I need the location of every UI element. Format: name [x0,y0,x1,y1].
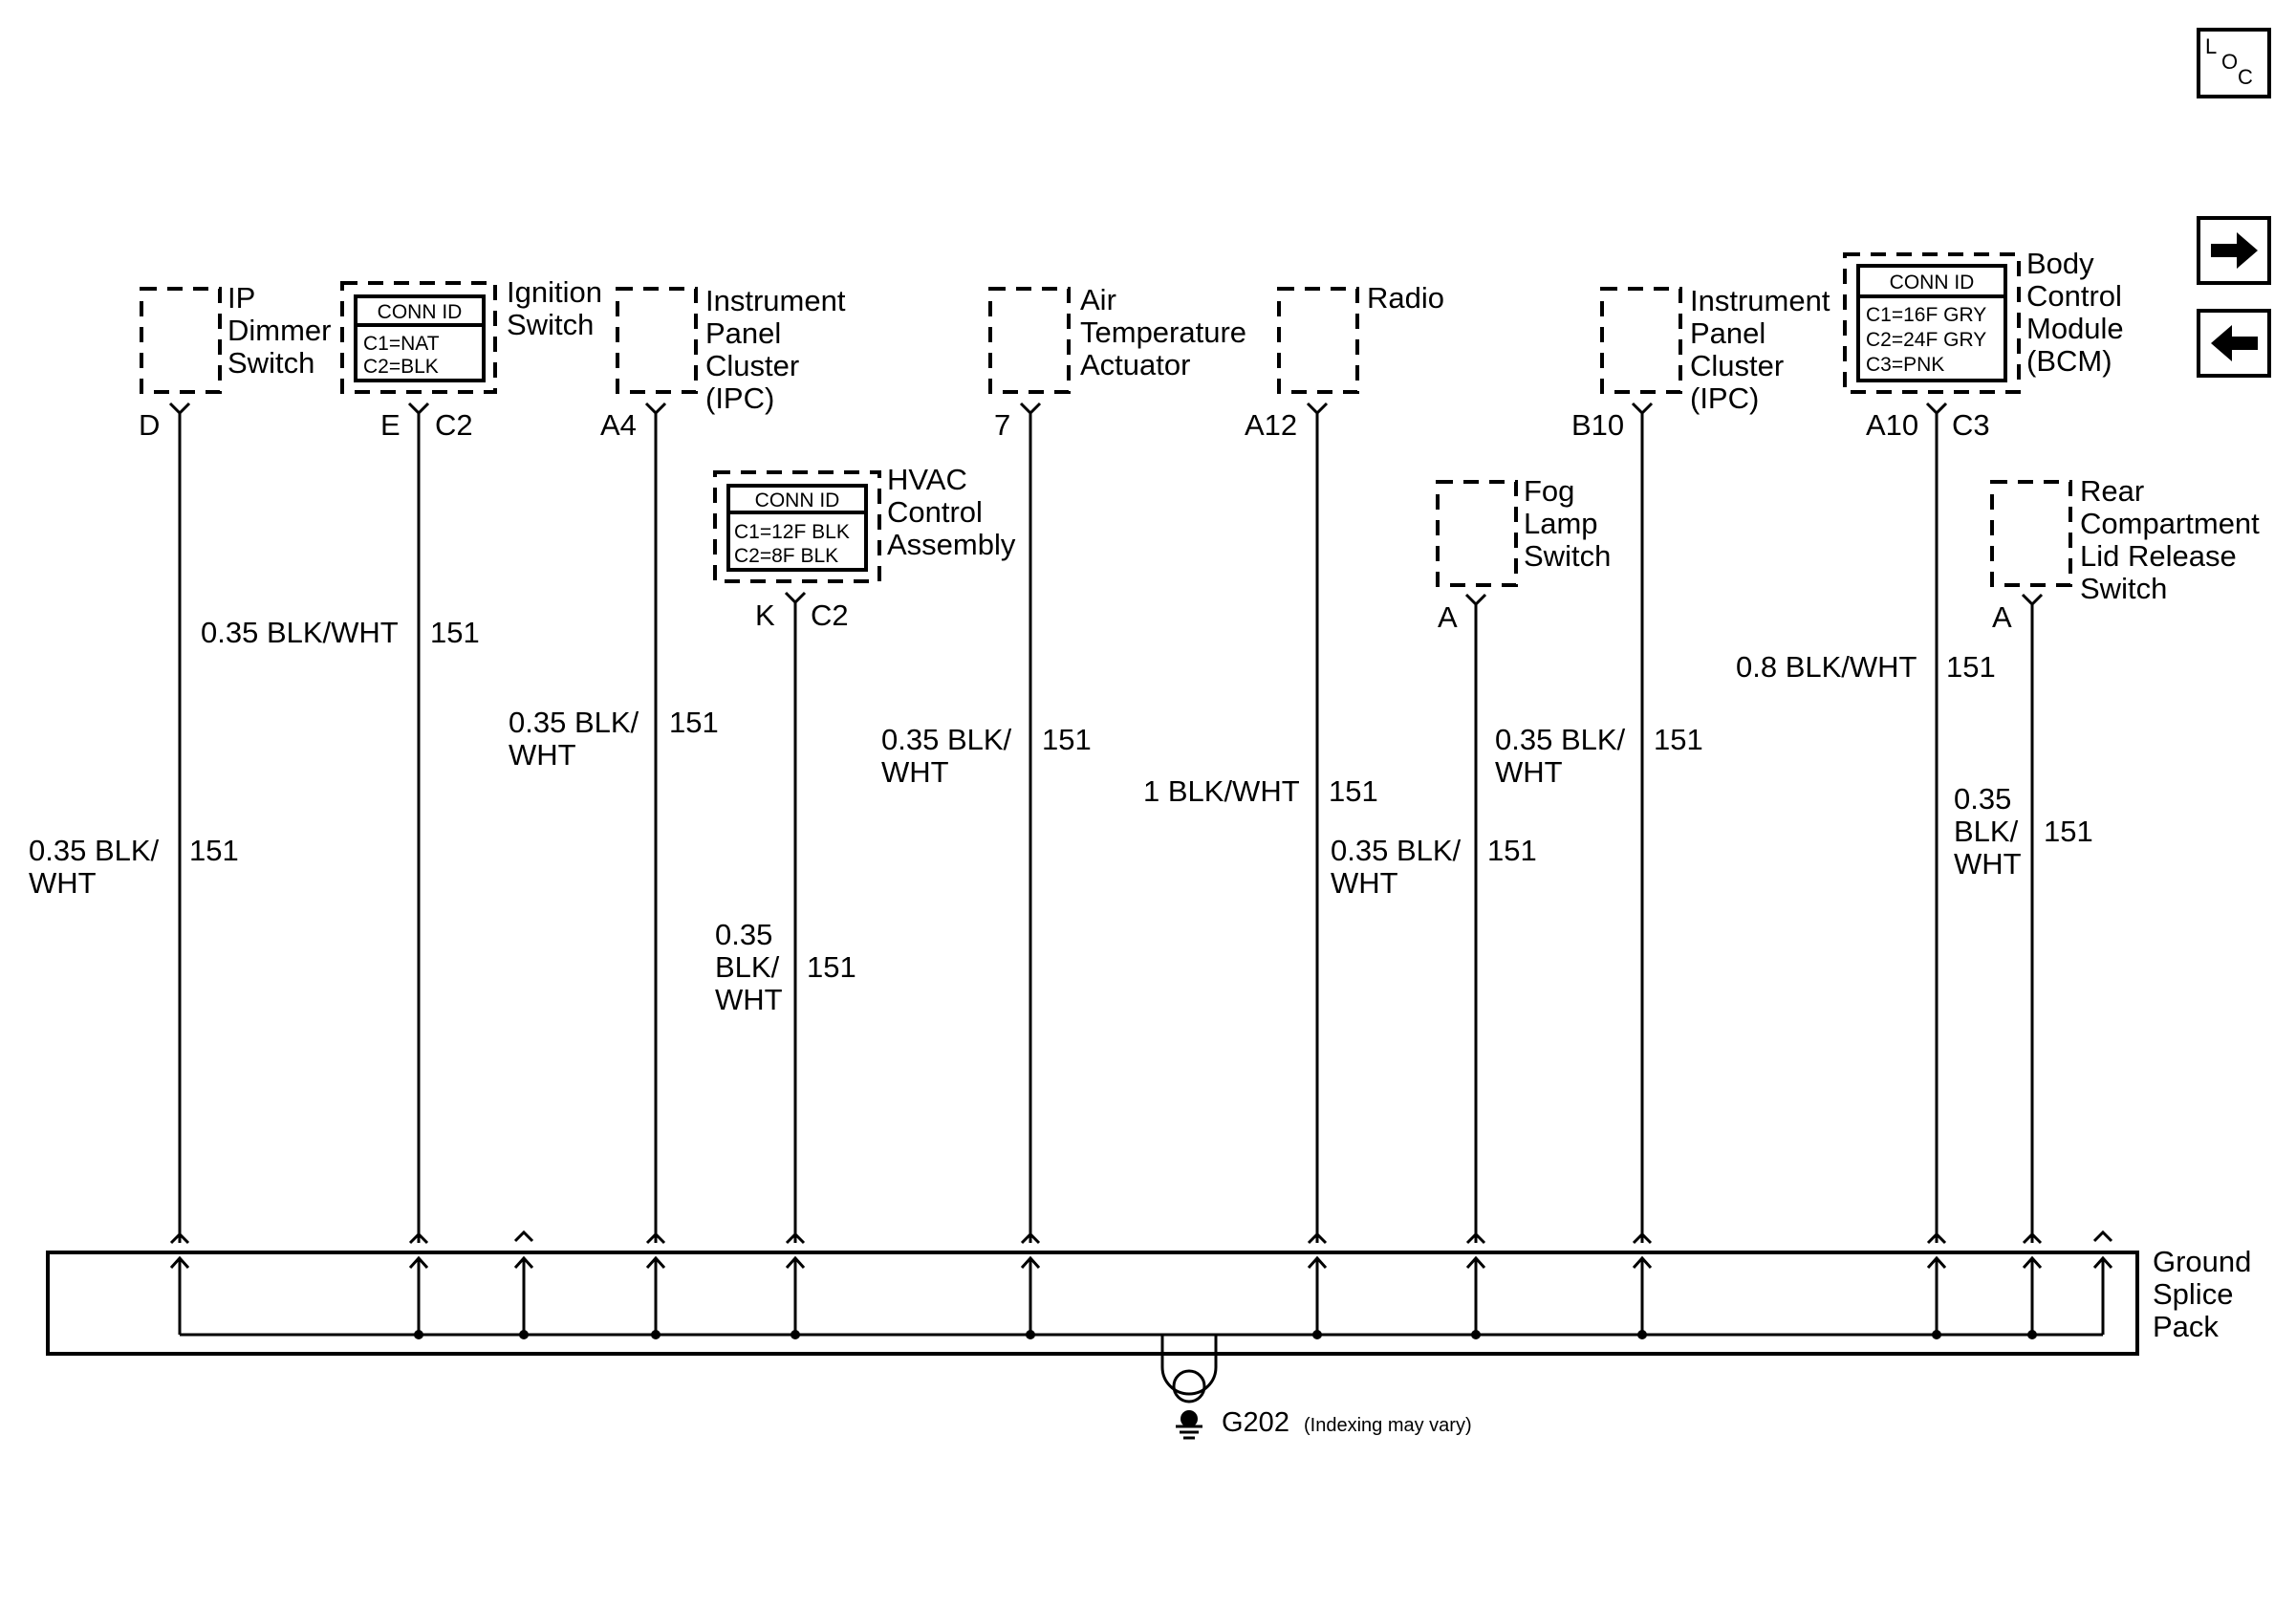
fog-lamp-label-2: Lamp [1524,507,1598,540]
rear-compartment-lid-release-switch [1954,474,2260,1243]
hvac-conn-2: C2=8F BLK [734,545,839,567]
ipc-left-wire-2: WHT [509,738,576,772]
hvac-pin: K [755,598,775,632]
splice-terminal [171,1234,188,1335]
splice-terminals [171,1232,2112,1339]
splice-terminal [647,1234,664,1335]
ignition-circuit: 151 [430,616,480,649]
radio-label: Radio [1367,281,1444,315]
ground-icon [1176,1410,1202,1438]
fog-lamp-circuit: 151 [1487,834,1537,867]
air-temperature-actuator [881,283,1246,1243]
ipc-left-pin: A4 [600,408,637,442]
hvac-control-assembly [715,463,1016,1243]
loc-o: O [2221,50,2239,74]
loc-button[interactable] [2199,30,2269,97]
ignition-label-1: Ignition [507,275,602,309]
fog-lamp-pin: A [1438,600,1458,634]
bcm-conn-3: C3=PNK [1866,354,1945,376]
ipc-right [1495,284,1830,1243]
bcm-pin: A10 [1866,408,1919,442]
splice-terminal [1634,1234,1651,1335]
splice-terminal [1928,1234,1945,1335]
ground-id: G202 [1222,1407,1289,1438]
fog-lamp-label-3: Switch [1524,539,1612,573]
ipc-right-label-4: (IPC) [1690,381,1760,415]
ipc-left-label-1: Instrument [705,284,846,317]
ip-dimmer-label-3: Switch [227,346,315,380]
ip-dimmer-label-2: Dimmer [227,314,332,347]
hvac-connector: C2 [811,598,849,632]
hvac-conn-1: C1=12F BLK [734,521,850,543]
hvac-wire-2: BLK/ [715,950,780,984]
loc-l: L [2205,34,2218,58]
ipc-left-label-4: (IPC) [705,381,775,415]
back-button[interactable] [2199,311,2269,376]
ipc-left-circuit: 151 [669,706,719,739]
air-temp-wire-1: 0.35 BLK/ [881,723,1012,756]
loc-c: C [2238,65,2253,89]
fog-lamp-wire-2: WHT [1331,866,1398,900]
rear-comp-wire-1: 0.35 [1954,782,2012,816]
ip-dimmer-wire-2: WHT [29,866,97,900]
radio-circuit: 151 [1329,774,1378,808]
fog-lamp-label-1: Fog [1524,474,1575,508]
rear-comp-wire-2: BLK/ [1954,815,2019,848]
hvac-circuit: 151 [807,950,856,984]
ground-g202 [1162,1335,1472,1438]
hvac-wire-3: WHT [715,983,783,1016]
splice-terminal [1467,1234,1484,1335]
rear-comp-pin: A [1992,600,2012,634]
hvac-wire-1: 0.35 [715,918,773,951]
ground-splice-pack [48,1232,2251,1354]
ipc-left-label-3: Cluster [705,349,800,382]
ip-dimmer-wire-1: 0.35 BLK/ [29,834,160,867]
ip-dimmer-pin: D [139,408,161,442]
radio-pin: A12 [1245,408,1298,442]
ignition-wire: 0.35 BLK/WHT [201,616,399,649]
splice-terminal [787,1234,804,1335]
ipc-right-circuit: 151 [1654,723,1703,756]
bcm-label-4: (BCM) [2026,344,2112,378]
ipc-right-label-1: Instrument [1690,284,1830,317]
bcm-conn-2: C2=24F GRY [1866,329,1987,351]
air-temp-circuit: 151 [1042,723,1092,756]
hvac-conn-header: CONN ID [754,490,840,511]
air-temp-label-3: Actuator [1080,348,1191,381]
splice-terminal [2094,1232,2112,1335]
fog-lamp-switch [1331,474,1611,1243]
splice-terminal [1022,1234,1039,1335]
arrow-left-icon [2211,325,2258,361]
rear-comp-label-3: Lid Release [2080,539,2237,573]
fog-lamp-wire-1: 0.35 BLK/ [1331,834,1462,867]
rear-comp-label-4: Switch [2080,572,2168,605]
ip-dimmer-switch [29,281,332,1243]
splice-terminal [1309,1234,1326,1335]
air-temp-label-2: Temperature [1080,315,1247,349]
ip-dimmer-circuit: 151 [189,834,239,867]
splice-pack-label-1: Ground [2153,1245,2252,1278]
ignition-conn-1: C1=NAT [363,333,440,355]
bcm-conn-header: CONN ID [1889,272,1975,294]
bcm-circuit: 151 [1946,650,1996,684]
ignition-pin: E [380,408,401,442]
ipc-left-label-2: Panel [705,316,782,350]
air-temp-wire-2: WHT [881,755,949,789]
rear-comp-label-1: Rear [2080,474,2145,508]
ground-note: (Indexing may vary) [1304,1415,1472,1436]
bcm-label-2: Control [2026,279,2122,313]
ipc-left-wire-1: 0.35 BLK/ [509,706,639,739]
bcm-conn-1: C1=16F GRY [1866,304,1987,326]
bcm-connector: C3 [1952,408,1990,442]
ignition-conn-header: CONN ID [377,301,463,323]
ignition-conn-2: C2=BLK [363,356,439,378]
rear-comp-wire-3: WHT [1954,847,2022,881]
arrow-right-icon [2211,232,2258,269]
splice-pack-label-2: Splice [2153,1277,2234,1311]
bcm-label-1: Body [2026,247,2094,280]
ignition-label-2: Switch [507,308,595,341]
radio [1143,281,1444,1243]
ip-dimmer-label-1: IP [227,281,256,315]
hvac-label-1: HVAC [887,463,967,496]
bcm-label-3: Module [2026,312,2124,345]
ipc-right-pin: B10 [1571,408,1625,442]
ipc-right-wire-2: WHT [1495,755,1563,789]
ipc-right-wire-1: 0.35 BLK/ [1495,723,1626,756]
bcm-wire: 0.8 BLK/WHT [1736,650,1917,684]
ignition-connector: C2 [435,408,473,442]
splice-terminal [515,1232,532,1335]
ipc-right-label-3: Cluster [1690,349,1785,382]
rear-comp-circuit: 151 [2044,815,2093,848]
splice-pack-label-3: Pack [2153,1310,2219,1343]
splice-terminal [2024,1234,2041,1335]
hvac-label-3: Assembly [887,528,1016,561]
air-temp-pin: 7 [994,408,1011,442]
air-temp-label-1: Air [1080,283,1116,316]
ipc-right-label-2: Panel [1690,316,1766,350]
radio-wire: 1 BLK/WHT [1143,774,1300,808]
rear-comp-label-2: Compartment [2080,507,2260,540]
hvac-label-2: Control [887,495,983,529]
splice-terminal [410,1234,427,1335]
body-control-module [1736,247,2124,1243]
forward-button[interactable] [2199,218,2269,283]
